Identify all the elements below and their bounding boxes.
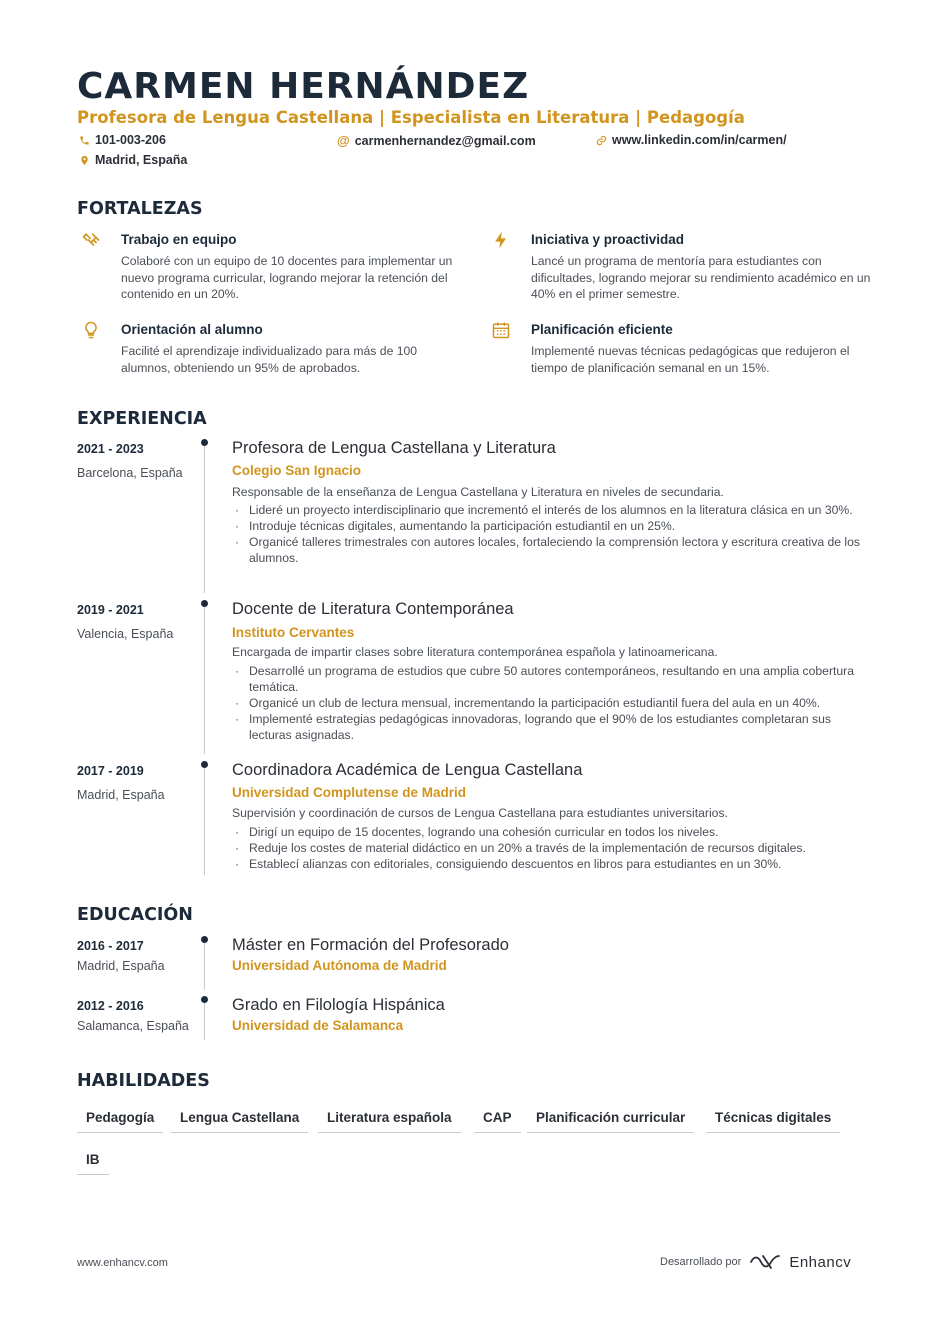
education-degree: Máster en Formación del Profesorado — [232, 936, 509, 954]
list-item: · Implementé estrategias pedagógicas innovadoras, logrando que el 90% de los estudiantes completaran sus lecturas asignadas. — [232, 711, 864, 743]
skill-tag: CAP — [474, 1110, 521, 1133]
strength-title: Trabajo en equipo — [121, 232, 237, 247]
skill-tag: Técnicas digitales — [706, 1110, 840, 1133]
skill-tag: IB — [77, 1152, 109, 1175]
skill-tag: Pedagogía — [77, 1110, 163, 1133]
education-school: Universidad de Salamanca — [232, 1018, 404, 1033]
timeline-dot — [201, 439, 208, 446]
handshake-icon — [81, 230, 101, 250]
timeline-dot — [201, 761, 208, 768]
contact-email[interactable] — [337, 133, 536, 148]
experience-bullets — [232, 502, 864, 566]
experience-desc: Responsable de la enseñanza de Lengua Castellana y Literatura en niveles de secundaria. — [232, 485, 724, 499]
experience-bullets — [232, 663, 864, 743]
timeline-line — [204, 604, 205, 754]
strength-title: Orientación al alumno — [121, 322, 263, 337]
contact-phone — [79, 133, 166, 147]
strength-desc: Colaboré con un equipo de 10 docentes para implementar un nuevo programa curricular, logrando mejorar la retención del contenido en un 20%. — [121, 254, 453, 301]
calendar-icon — [491, 320, 511, 340]
list-item: · Lideré un proyecto interdisciplinario que incrementó el interés de los alumnos en la literatura clásica en un 30%. — [232, 502, 864, 518]
lightbulb-icon — [81, 320, 101, 340]
experience-desc: Encargada de impartir clases sobre literatura contemporánea española y latinoamericana. — [232, 645, 718, 659]
strength-desc: Lancé un programa de mentoría para estudiantes con dificultades, logrando mejorar su rendimiento académico en un 40% en el primer semestre. — [531, 254, 871, 301]
section-title-strengths: FORTALEZAS — [77, 199, 203, 219]
experience-location: Madrid, España — [77, 788, 165, 802]
timeline-line — [204, 940, 205, 990]
phone-icon — [79, 135, 90, 146]
skill-tag: Lengua Castellana — [171, 1110, 308, 1133]
section-title-experience: EXPERIENCIA — [77, 409, 207, 429]
footer-brand-name: Enhancv — [789, 1253, 852, 1271]
list-item: · Organicé un club de lectura mensual, incrementando la participación estudiantil fuera del aula en un 40%. — [232, 695, 864, 711]
skill-tag: Literatura española — [318, 1110, 461, 1133]
experience-location: Barcelona, España — [77, 466, 183, 480]
experience-bullets — [232, 824, 864, 872]
education-dates: 2012 - 2016 — [77, 999, 144, 1013]
experience-dates: 2021 - 2023 — [77, 442, 144, 456]
list-item: · Establecí alianzas con editoriales, consiguiendo descuentos en libros para estudiantes en un 30%. — [232, 856, 864, 872]
enhancv-logo-icon — [749, 1253, 781, 1271]
experience-role: Docente de Literatura Contemporánea — [232, 600, 514, 618]
linkedin-text[interactable]: www.linkedin.com/in/carmen/ — [612, 133, 787, 147]
list-item: · Introduje técnicas digitales, aumentando la participación estudiantil en un 25%. — [232, 518, 864, 534]
strength-desc: Facilité el aprendizaje individualizado para más de 100 alumnos, obteniendo un 95% de aprobados. — [121, 344, 418, 375]
candidate-subtitle: Profesora de Lengua Castellana | Especialista en Literatura | Pedagogía — [77, 108, 745, 127]
list-item: · Organicé talleres trimestrales con autores locales, fortaleciendo la comprensión lectora y escritura creativa de los alumnos. — [232, 534, 864, 566]
phone-text: 101-003-206 — [95, 133, 166, 147]
education-degree: Grado en Filología Hispánica — [232, 996, 445, 1014]
candidate-name: CARMEN HERNÁNDEZ — [77, 66, 530, 107]
experience-dates: 2017 - 2019 — [77, 764, 144, 778]
timeline-dot — [201, 936, 208, 943]
timeline-line — [204, 1000, 205, 1040]
list-item: · Dirigí un equipo de 15 docentes, logrando una cohesión curricular en todos los niveles. — [232, 824, 864, 840]
email-text[interactable]: carmenhernandez@gmail.com — [354, 133, 536, 148]
strength-desc: Implementé nuevas técnicas pedagógicas que redujeron el tiempo de planificación semanal en un 15%. — [531, 344, 850, 375]
at-icon: @ — [337, 133, 350, 148]
footer-website[interactable]: www.enhancv.com — [77, 1257, 168, 1269]
timeline-line — [204, 443, 205, 593]
section-title-skills: HABILIDADES — [77, 1071, 210, 1091]
location-pin-icon — [79, 155, 90, 166]
link-icon — [596, 135, 607, 146]
experience-org: Colegio San Ignacio — [232, 463, 362, 478]
education-dates: 2016 - 2017 — [77, 939, 144, 953]
experience-role: Coordinadora Académica de Lengua Castellana — [232, 761, 583, 779]
experience-dates: 2019 - 2021 — [77, 603, 144, 617]
timeline-line — [204, 765, 205, 875]
timeline-dot — [201, 600, 208, 607]
section-title-education: EDUCACIÓN — [77, 905, 193, 925]
strength-title: Iniciativa y proactividad — [531, 232, 685, 247]
education-location: Salamanca, España — [77, 1019, 189, 1033]
list-item: · Reduje los costes de material didáctico en un 20% a través de la implementación de recursos digitales. — [232, 840, 864, 856]
footer-developed-by: Desarrollado por — [660, 1256, 742, 1268]
location-text: Madrid, España — [95, 153, 188, 167]
education-school: Universidad Autónoma de Madrid — [232, 958, 447, 973]
strength-title: Planificación eficiente — [531, 322, 673, 337]
skill-tag: Planificación curricular — [527, 1110, 694, 1133]
experience-org: Universidad Complutense de Madrid — [232, 785, 467, 800]
contact-linkedin[interactable] — [596, 133, 787, 147]
footer-brand — [660, 1253, 851, 1271]
contact-location — [79, 153, 187, 167]
list-item: · Desarrollé un programa de estudios que cubre 50 autores contemporáneos, resultando en una amplia cobertura temática. — [232, 663, 864, 695]
experience-location: Valencia, España — [77, 627, 174, 641]
lightning-icon — [491, 230, 511, 250]
timeline-dot — [201, 996, 208, 1003]
education-location: Madrid, España — [77, 959, 165, 973]
experience-org: Instituto Cervantes — [232, 625, 355, 640]
experience-desc: Supervisión y coordinación de cursos de Lengua Castellana para estudiantes universitarios. — [232, 806, 728, 820]
experience-role: Profesora de Lengua Castellana y Literatura — [232, 439, 556, 457]
